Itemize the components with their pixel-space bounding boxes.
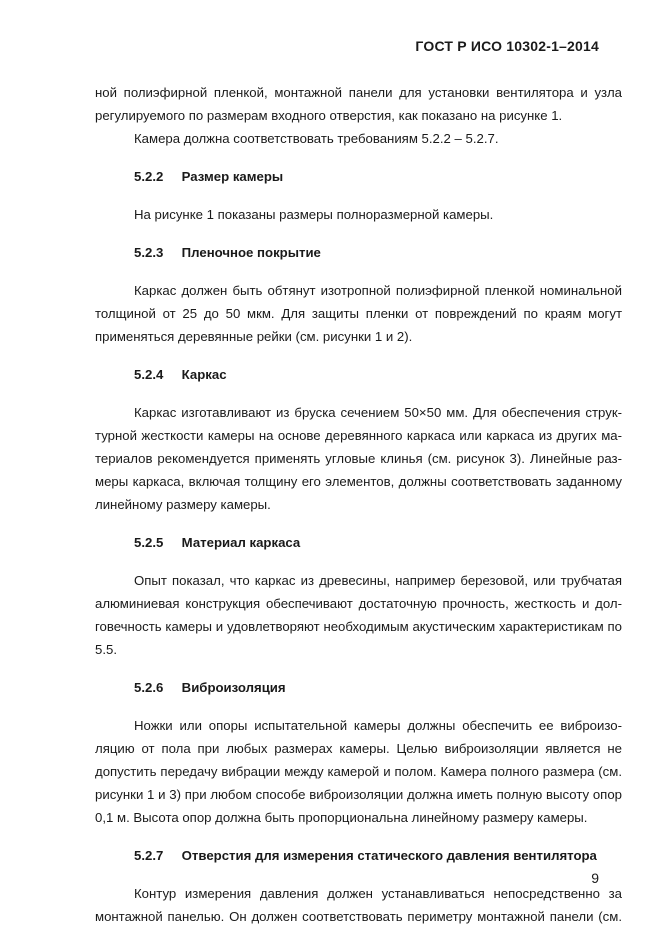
section-number: 5.2.3 <box>134 245 164 260</box>
section-title: Материал каркаса <box>181 535 301 550</box>
section-text-5-2-7: Контур измерения давления должен устанавливаться непосредственно за монтажной панелью. Он должен соответствовать периметру монтажной панели (см. <box>95 886 622 924</box>
section-text-5-2-6: Ножки или опоры испытательной камеры должны обеспечить ее виброизоляцию от пола при любых размерах камеры. Целью виброизоляции является не допустить передачу вибрации между камерой и полом. Камера полного размера (см. рисунки 1 и 3) при любом способе виброизоляции должна иметь полную высоту опор 0,1 м. Высота опор должна быть пропорциональна линейному размеру камеры. <box>95 718 622 825</box>
paragraph-requirements: Камера должна соответствовать требованиям 5.2.2 – 5.2.7. <box>134 131 499 146</box>
section-number: 5.2.2 <box>134 169 164 184</box>
section-title: Пленочное покрытие <box>181 245 321 260</box>
page-number: 9 <box>591 870 599 886</box>
section-text-5-2-4: Каркас изготавливают из бруска сечением 50×50 мм. Для обеспечения структурной жесткости камеры на основе деревянного каркаса или каркаса из других материалов рекомендуется применять угловые клинья (см. рисунок 3). Линейные размеры каркаса, включая толщину его элементов, должны соответствовать заданному линейному размеру камеры. <box>95 405 622 512</box>
document-body <box>95 81 622 928</box>
section-number: 5.2.5 <box>134 535 164 550</box>
document-header: ГОСТ Р ИСО 10302-1–2014 <box>415 38 599 54</box>
paragraph-intro: ной полиэфирной пленкой, монтажной панели для установки вентилятора и узла регулируемого по размерам входного отверстия, как показано на рисунке 1. <box>95 85 622 123</box>
section-title: Отверстия для измерения статического давления вентилятора <box>181 848 597 863</box>
section-number: 5.2.4 <box>134 367 164 382</box>
section-heading-5-2-5 <box>95 531 622 554</box>
section-heading-5-2-2 <box>95 165 622 188</box>
section-title: Виброизоляция <box>181 680 286 695</box>
section-heading-5-2-3 <box>95 241 622 264</box>
section-heading-5-2-7 <box>95 844 622 867</box>
section-heading-5-2-4 <box>95 363 622 386</box>
section-number: 5.2.7 <box>134 848 164 863</box>
section-heading-5-2-6 <box>95 676 622 699</box>
section-text-5-2-2: На рисунке 1 показаны размеры полноразмерной камеры. <box>134 207 494 222</box>
section-text-5-2-3: Каркас должен быть обтянут изотропной полиэфирной пленкой номинальной толщиной от 25 до 50 мкм. Для защиты пленки от повреждений по краям могут применяться деревянные рейки (см. рисунки 1 и 2). <box>95 283 622 344</box>
section-number: 5.2.6 <box>134 680 164 695</box>
section-title: Размер камеры <box>181 169 284 184</box>
section-title: Каркас <box>181 367 227 382</box>
section-text-5-2-5: Опыт показал, что каркас из древесины, например березовой, или трубчатая алюминиевая конструкция обеспечивают достаточную прочность, жесткость и долговечность камеры и удовлетворяют необходимым акустическим характеристикам по 5.5. <box>95 573 622 657</box>
